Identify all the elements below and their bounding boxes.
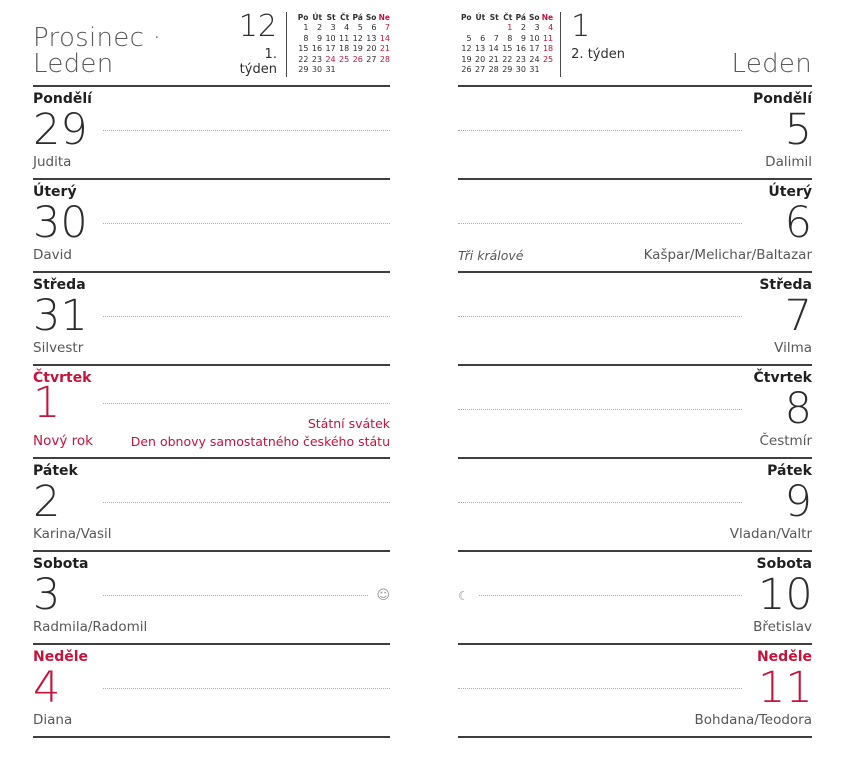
day-row — [33, 479, 390, 526]
mini-cal-date: 29 — [298, 64, 309, 74]
week-block — [229, 8, 277, 85]
nameday-label: Judita — [33, 154, 72, 171]
mini-cal-date: 16 — [311, 44, 323, 54]
day-row — [33, 293, 390, 340]
mini-cal-date: 5 — [466, 33, 472, 43]
day-footer — [458, 619, 812, 636]
writing-line — [458, 688, 742, 689]
day-label: Sobota — [33, 556, 89, 572]
day-footer — [33, 416, 390, 450]
month-number: 1 — [571, 9, 591, 44]
mini-cal-date: 22 — [298, 54, 309, 64]
mini-cal-date — [485, 23, 499, 33]
mini-cal-date: 27 — [366, 54, 377, 64]
day-footer — [33, 247, 390, 264]
nameday-label: Diana — [33, 712, 73, 729]
writing-line — [458, 223, 742, 224]
week-block — [571, 8, 625, 85]
mini-cal-date: 8 — [507, 33, 513, 43]
writing-line — [103, 130, 390, 131]
day-number: 30 — [33, 198, 88, 249]
nameday-label: Vladan/Valtr — [729, 526, 812, 543]
mini-cal-date: 31 — [529, 64, 540, 74]
writing-line — [103, 595, 368, 596]
mini-cal-date: 13 — [366, 33, 377, 43]
mini-cal-day-header: Pá — [515, 13, 526, 22]
mini-cal-date: 24 — [529, 54, 540, 64]
day-row — [458, 479, 812, 526]
left-page-title: Prosinec · Leden — [33, 23, 162, 79]
mini-cal-date: 9 — [520, 33, 526, 43]
mini-cal-day-header: St — [326, 13, 336, 22]
day-row — [458, 665, 812, 712]
nameday-label: Břetislav — [753, 619, 812, 636]
moon-last-quarter-icon: ☾ — [458, 588, 469, 603]
nameday-label: David — [33, 247, 72, 264]
day-number: 4 — [33, 663, 61, 714]
mini-cal-day-header: Čt — [503, 13, 513, 22]
mini-cal-date: 27 — [475, 64, 486, 74]
mini-cal-date: 9 — [316, 33, 323, 43]
mini-cal-date: 13 — [475, 44, 486, 54]
day-row — [458, 572, 812, 619]
day-row — [458, 200, 812, 247]
writing-line — [458, 409, 742, 410]
day-section — [33, 550, 390, 643]
day-section — [33, 643, 390, 736]
day-section — [458, 457, 812, 550]
day-section — [458, 178, 812, 271]
writing-line — [103, 316, 390, 317]
mini-cal-date: 22 — [502, 54, 513, 64]
day-section — [33, 457, 390, 550]
smiley-icon: ☺ — [376, 588, 390, 604]
mini-cal-date: 18 — [339, 44, 350, 54]
day-section — [33, 85, 390, 178]
day-footer — [458, 526, 812, 543]
mini-cal-date: 23 — [311, 54, 323, 64]
mini-cal-date: 3 — [534, 23, 540, 33]
mini-cal-date: 23 — [515, 54, 526, 64]
mini-cal-date — [349, 65, 363, 75]
left-page — [33, 8, 390, 738]
day-section — [33, 178, 390, 271]
mini-cal-date: 14 — [488, 44, 499, 54]
nameday-label: Bohdana/Teodora — [694, 712, 812, 729]
writing-line — [103, 403, 390, 404]
mini-cal-date: 4 — [548, 23, 554, 33]
day-footer — [458, 433, 812, 450]
mini-cal-day-header: Po — [460, 13, 472, 22]
mini-cal-date: 25 — [339, 54, 350, 64]
holiday-note-line: Den obnovy samostatného českého státu — [130, 433, 390, 449]
day-label: Čtvrtek — [33, 370, 92, 386]
mini-cal-date: 19 — [352, 44, 363, 54]
holiday-note — [131, 415, 390, 450]
day-number: 31 — [33, 291, 88, 342]
mini-cal-day-header: So — [365, 13, 377, 22]
day-footer — [33, 154, 390, 171]
day-sections — [33, 85, 390, 738]
mini-cal-date: 6 — [371, 23, 377, 33]
mini-cal-date: 10 — [529, 33, 540, 43]
mini-cal-day-header: Ne — [378, 13, 391, 22]
mini-cal-date: 28 — [379, 54, 391, 64]
mini-cal-date: 1 — [303, 23, 309, 33]
mini-cal-day-header: Pá — [352, 13, 363, 22]
mini-cal-date: 6 — [480, 33, 486, 43]
nameday-label: Vilma — [774, 340, 812, 357]
nameday-label: Nový rok — [33, 433, 93, 450]
left-page-header — [33, 8, 390, 85]
day-label: Sobota — [756, 556, 812, 572]
day-footer — [458, 340, 812, 357]
day-section — [458, 643, 812, 736]
mini-cal-date: 26 — [352, 54, 363, 64]
mini-cal-day-header: Čt — [340, 13, 350, 22]
day-label: Úterý — [33, 184, 77, 200]
mini-cal-date: 21 — [488, 54, 499, 64]
day-section — [458, 550, 812, 643]
header-divider — [560, 12, 561, 77]
mini-cal-date: 24 — [325, 54, 336, 64]
week-label: 1. týden — [239, 47, 277, 77]
mini-cal-date: 21 — [379, 44, 391, 54]
day-number: 2 — [33, 477, 61, 528]
mini-cal-date: 17 — [325, 44, 336, 54]
mini-cal-date: 17 — [529, 44, 540, 54]
nameday-label: Radmila/Radomil — [33, 619, 148, 636]
mini-cal-day-header: Út — [312, 13, 323, 22]
day-row — [33, 572, 390, 619]
mini-cal-day-header: Ne — [541, 13, 554, 22]
right-page-header — [458, 8, 812, 85]
mini-cal-date: 7 — [384, 23, 391, 33]
day-section — [458, 364, 812, 457]
mini-cal-day-header: Út — [475, 13, 486, 22]
mini-cal-date: 20 — [366, 44, 377, 54]
day-label: Pátek — [767, 463, 812, 479]
day-sections — [458, 85, 812, 738]
day-number: 5 — [784, 105, 812, 156]
day-row — [458, 386, 812, 433]
mini-cal-date — [376, 65, 390, 75]
day-label: Středa — [33, 277, 86, 293]
day-label: Pondělí — [33, 91, 92, 107]
day-number: 6 — [784, 198, 812, 249]
mini-cal-day-header: Po — [297, 13, 309, 22]
day-label: Čtvrtek — [753, 370, 812, 386]
mini-cal-date: 15 — [298, 44, 309, 54]
mini-cal-date: 2 — [520, 23, 526, 33]
holiday-note-line: Státní svátek — [307, 416, 390, 431]
day-label: Neděle — [33, 649, 89, 665]
right-page — [458, 8, 812, 738]
month-number: 12 — [238, 9, 277, 44]
writing-line — [458, 130, 742, 131]
nameday-label: Kašpar/Melichar/Baltazar — [643, 247, 812, 264]
mini-cal-date: 29 — [502, 64, 513, 74]
writing-line — [103, 223, 390, 224]
nameday-label: Čestmír — [759, 433, 812, 450]
mini-cal-date: 12 — [461, 44, 472, 54]
week-label: 2. týden — [571, 47, 625, 62]
mini-cal-date — [540, 65, 554, 75]
day-footer — [33, 619, 390, 636]
mini-cal-date: 2 — [316, 23, 323, 33]
mini-calendar — [458, 8, 553, 85]
mini-cal-date — [472, 23, 486, 33]
day-row — [33, 200, 390, 247]
writing-line — [458, 502, 742, 503]
mini-cal-date: 11 — [542, 33, 554, 43]
day-row — [458, 293, 812, 340]
mini-cal-date: 8 — [303, 33, 309, 43]
day-row — [458, 107, 812, 154]
day-section — [33, 271, 390, 364]
day-number: 7 — [784, 291, 812, 342]
day-footer — [458, 154, 812, 171]
day-section — [458, 271, 812, 364]
day-section — [458, 85, 812, 178]
day-footer — [33, 712, 390, 729]
day-label: Úterý — [768, 184, 812, 200]
day-label: Středa — [759, 277, 812, 293]
day-row — [33, 107, 390, 154]
day-footer — [458, 247, 812, 264]
right-page-title: Leden — [731, 49, 812, 79]
day-label: Pátek — [33, 463, 78, 479]
nameday-label: Dalimil — [765, 154, 812, 171]
mini-cal-date: 5 — [357, 23, 363, 33]
mini-cal-date: 30 — [515, 64, 526, 74]
day-section — [33, 364, 390, 457]
day-number: 1 — [33, 377, 61, 428]
mini-cal-date: 30 — [311, 64, 323, 74]
day-number: 9 — [784, 477, 812, 528]
side-note: Tři králové — [458, 248, 524, 264]
mini-cal-date: 16 — [515, 44, 526, 54]
mini-cal-date: 11 — [339, 33, 350, 43]
mini-cal-date — [336, 65, 350, 75]
mini-cal-date: 20 — [475, 54, 486, 64]
day-footer — [33, 526, 390, 543]
day-number: 11 — [758, 663, 813, 714]
mini-cal-date: 7 — [493, 33, 499, 43]
day-number: 3 — [33, 570, 61, 621]
mini-cal-date: 3 — [330, 23, 336, 33]
writing-line — [103, 688, 390, 689]
mini-cal-date: 19 — [461, 54, 472, 64]
mini-cal-date — [458, 23, 472, 33]
mini-calendar — [295, 8, 390, 85]
day-number: 10 — [758, 570, 813, 621]
mini-cal-date: 10 — [325, 33, 336, 43]
mini-cal-date: 26 — [461, 64, 472, 74]
mini-cal-day-header: St — [489, 13, 499, 22]
day-number: 8 — [784, 384, 812, 435]
mini-cal-date: 25 — [542, 54, 554, 64]
mini-cal-date — [363, 65, 377, 75]
day-number: 29 — [33, 105, 88, 156]
mini-cal-day-header: So — [529, 13, 540, 22]
day-label: Pondělí — [753, 91, 812, 107]
mini-cal-date: 31 — [325, 64, 336, 74]
mini-cal-date: 4 — [344, 23, 350, 33]
header-divider — [286, 12, 287, 77]
day-footer — [33, 340, 390, 357]
writing-line — [103, 502, 390, 503]
writing-line — [479, 595, 742, 596]
mini-cal-date: 15 — [502, 44, 513, 54]
mini-cal-date: 28 — [488, 64, 499, 74]
writing-line — [458, 316, 742, 317]
mini-cal-date: 18 — [542, 44, 554, 54]
mini-cal-date: 1 — [507, 23, 513, 33]
nameday-label: Silvestr — [33, 340, 84, 357]
day-label: Neděle — [756, 649, 812, 665]
mini-cal-date: 14 — [379, 33, 391, 43]
mini-cal-date: 12 — [352, 33, 363, 43]
day-footer — [458, 712, 812, 729]
nameday-label: Karina/Vasil — [33, 526, 112, 543]
day-row — [33, 665, 390, 712]
